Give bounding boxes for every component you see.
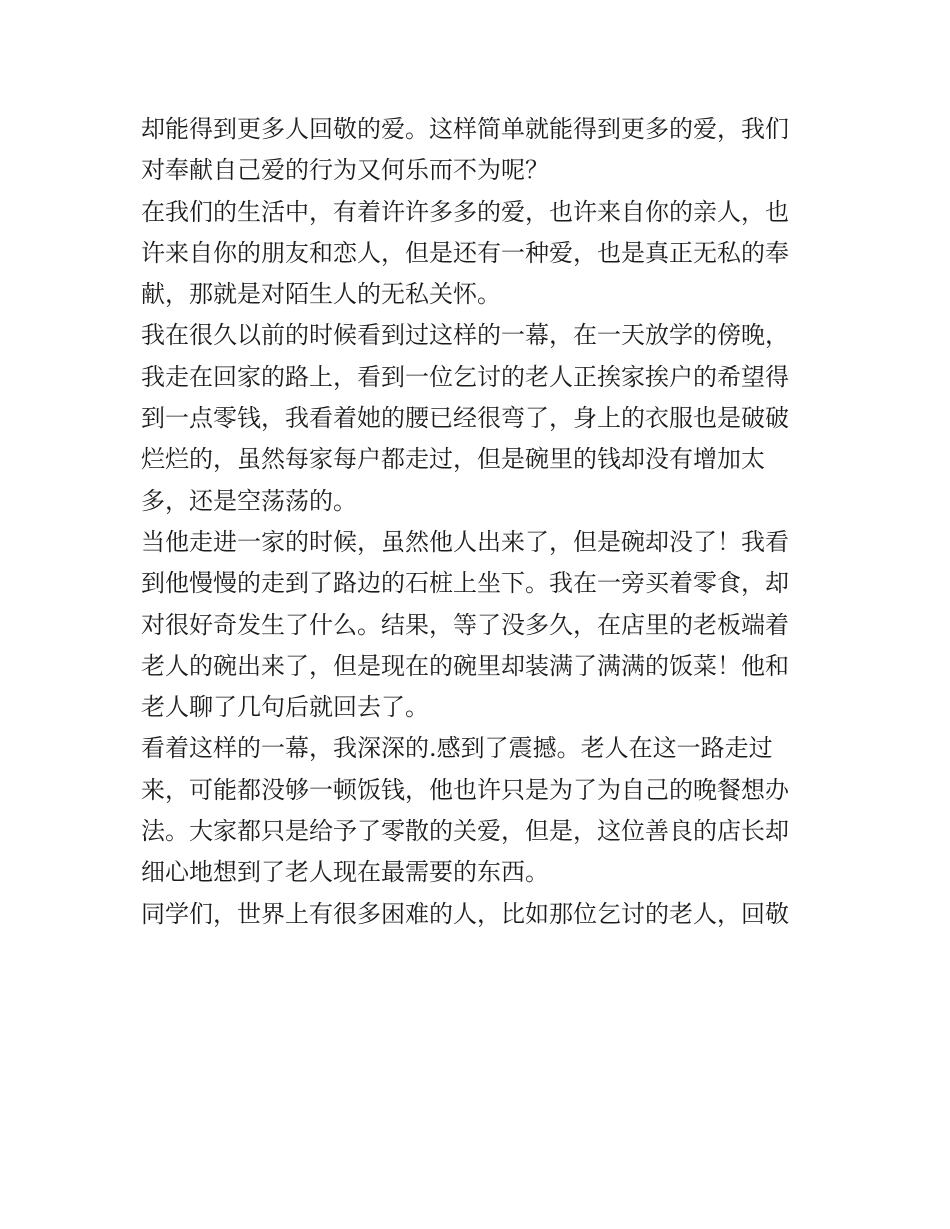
text-line: 老人聊了几句后就回去了。 xyxy=(141,693,429,722)
text-line: 对奉献自己爱的行为又何乐而不为呢？ xyxy=(141,156,549,185)
text-line: 到一点零钱，我看着她的腰已经很弯了，身上的衣服也是破破 xyxy=(141,404,789,433)
text-line: 许来自你的朋友和恋人，但是还有一种爱，也是真正无私的奉 xyxy=(141,238,789,267)
text-line: 多，还是空荡荡的。 xyxy=(141,486,357,515)
text-line: 到他慢慢的走到了路边的石桩上坐下。我在一旁买着零食，却 xyxy=(141,569,789,598)
text-line: 来，可能都没够一顿饭钱，他也许只是为了为自己的晚餐想办 xyxy=(141,775,789,804)
text-line: 当他走进一家的时候，虽然他人出来了，但是碗却没了！我看 xyxy=(141,527,789,556)
text-line: 在我们的生活中，有着许许多多的爱，也许来自你的亲人，也 xyxy=(141,197,789,226)
body-text xyxy=(141,109,821,935)
text-line: 对很好奇发生了什么。结果，等了没多久，在店里的老板端着 xyxy=(141,610,789,639)
text-line: 却能得到更多人回敬的爱。这样简单就能得到更多的爱，我们 xyxy=(141,115,789,143)
text-line: 我在很久以前的时候看到过这样的一幕，在一天放学的傍晚， xyxy=(141,321,789,350)
text-line: 老人的碗出来了，但是现在的碗里却装满了满满的饭菜！他和 xyxy=(141,651,789,680)
text-line: 烂烂的，虽然每家每户都走过，但是碗里的钱却没有增加太 xyxy=(141,445,765,474)
text-line: 看着这样的一幕，我深深的.感到了震撼。老人在这一路走过 xyxy=(141,734,773,763)
text-line: 同学们，世界上有很多困难的人，比如那位乞讨的老人，回敬 xyxy=(141,899,789,928)
text-line: 献，那就是对陌生人的无私关怀。 xyxy=(141,280,501,309)
text-line: 我走在回家的路上，看到一位乞讨的老人正挨家挨户的希望得 xyxy=(141,362,789,391)
text-line: 细心地想到了老人现在最需要的东西。 xyxy=(141,858,549,887)
text-line: 法。大家都只是给予了零散的关爱，但是，这位善良的店长却 xyxy=(141,817,789,846)
